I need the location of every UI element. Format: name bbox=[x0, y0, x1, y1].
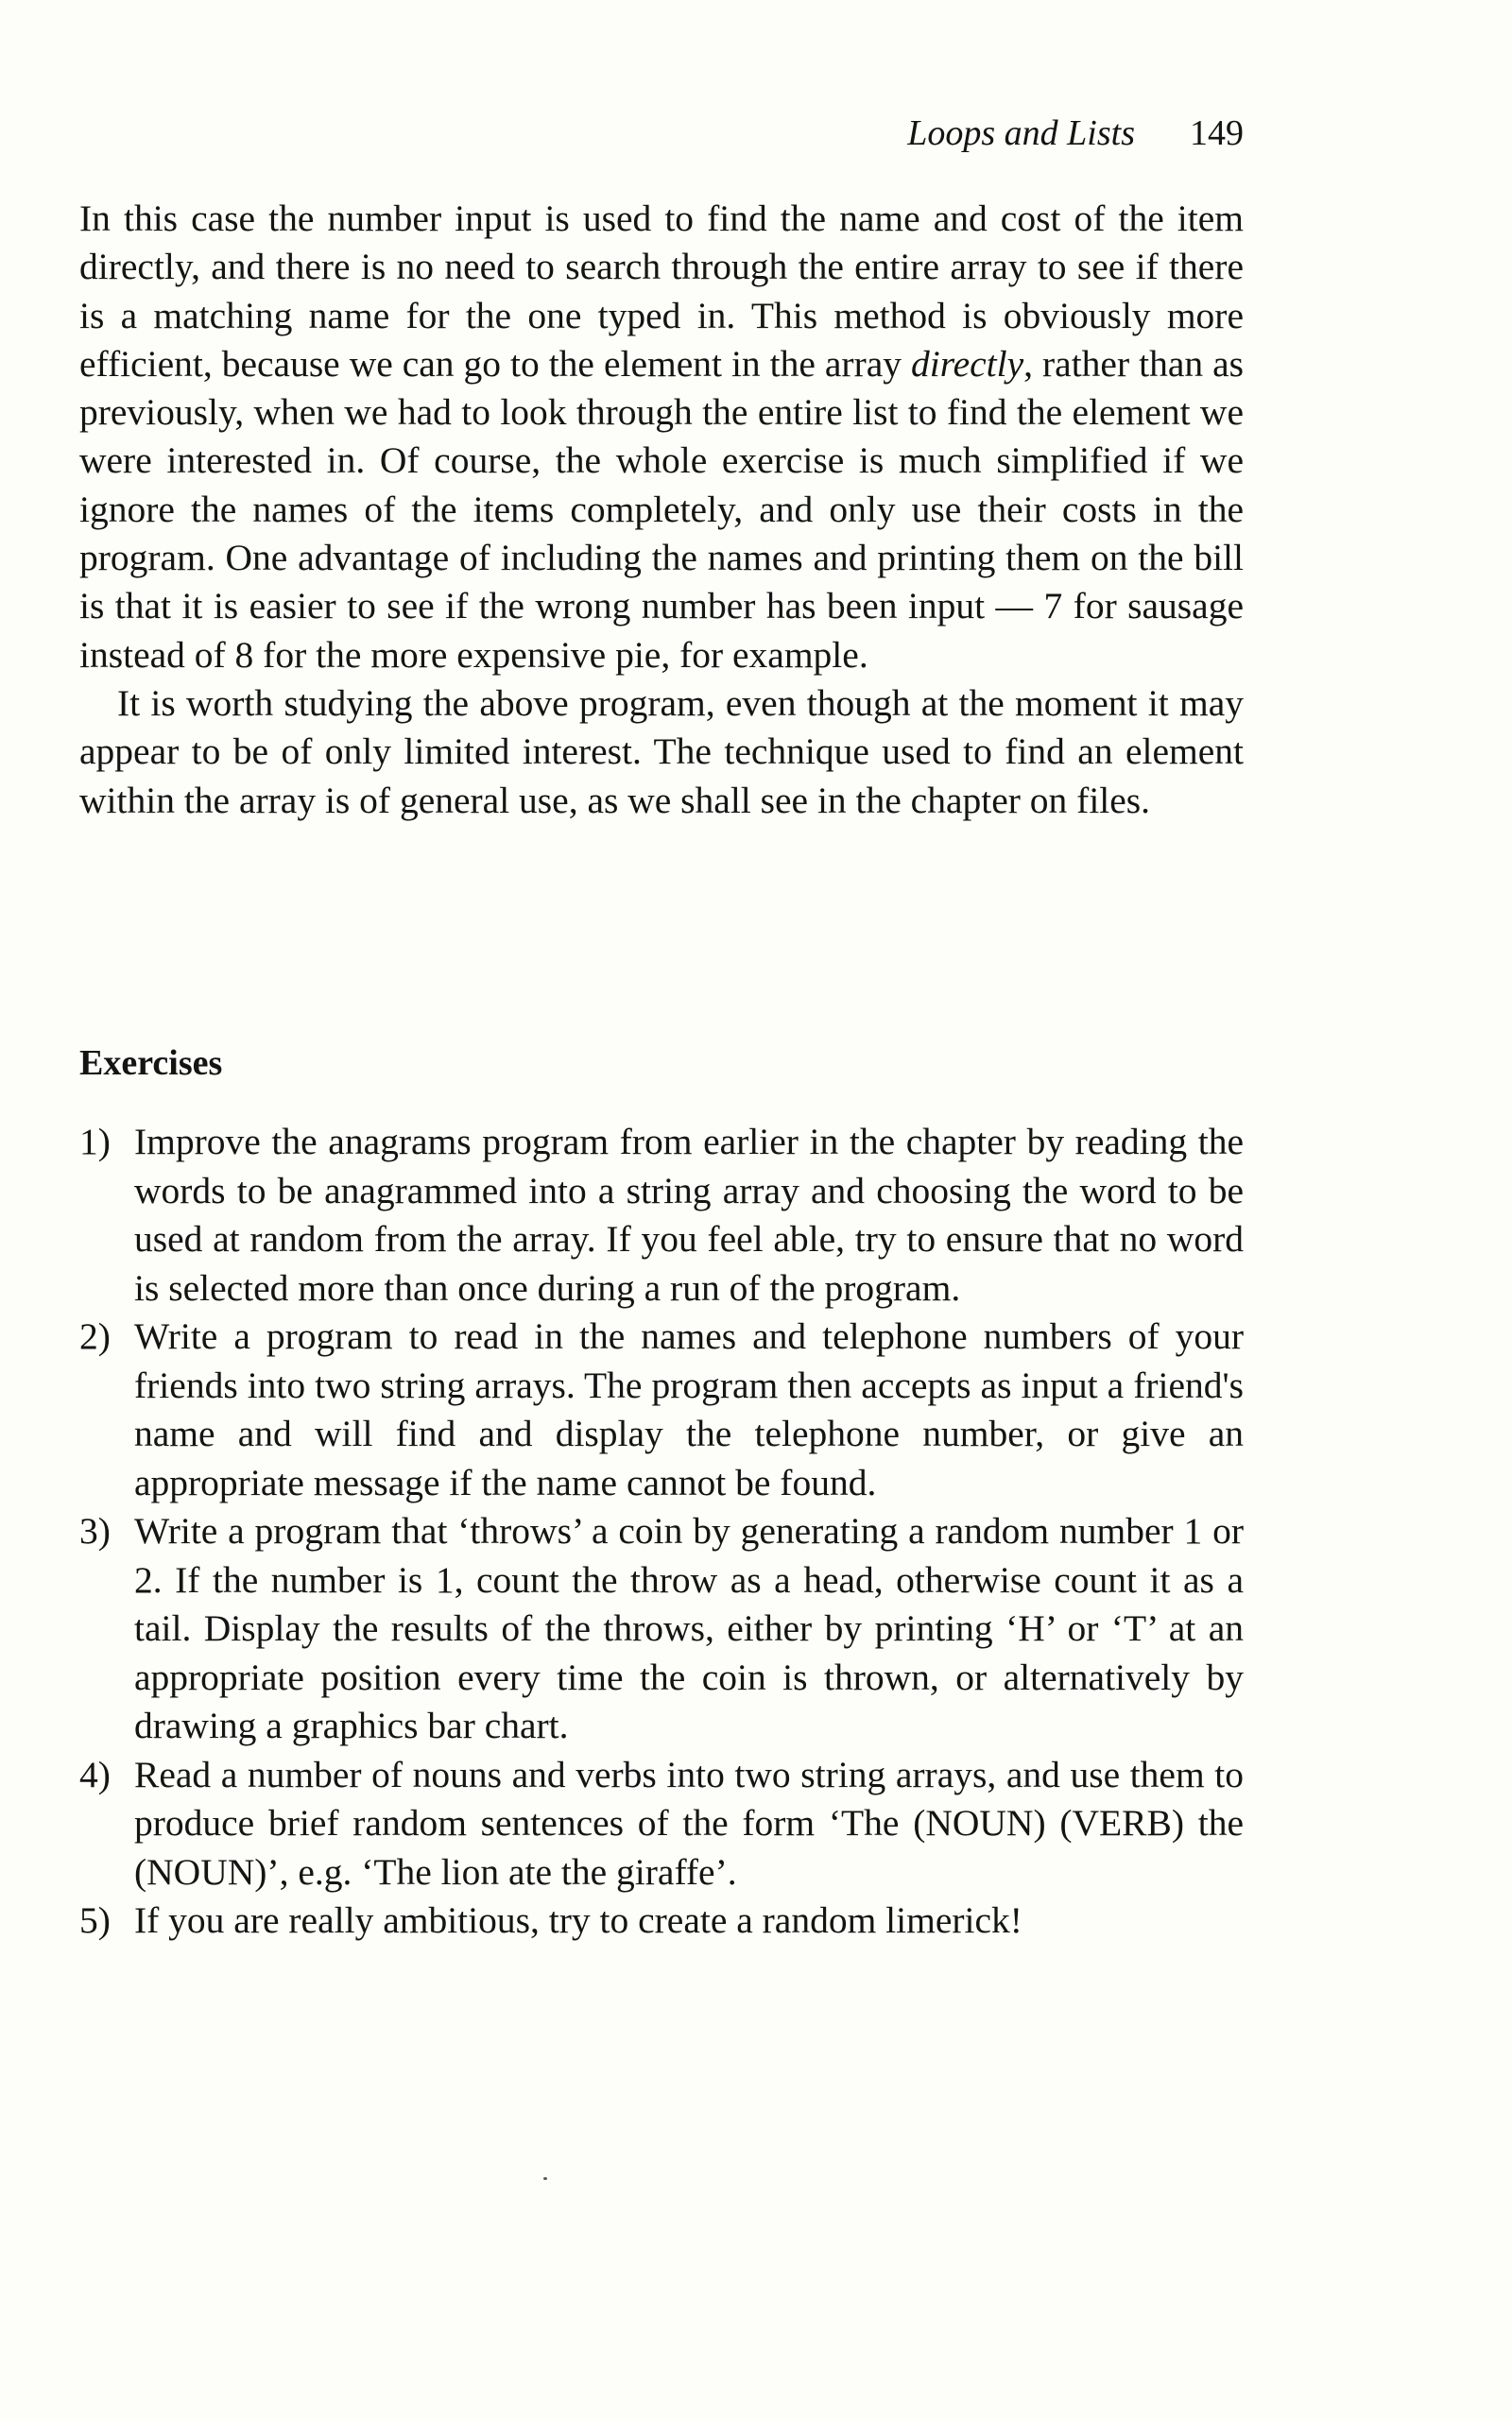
exercise-item bbox=[79, 1118, 1244, 1313]
emphasis-directly: directly bbox=[910, 342, 1024, 385]
exercise-list bbox=[79, 1118, 1244, 1946]
running-title: Loops and Lists bbox=[907, 113, 1135, 153]
paragraph-1-part-a: In this case the number input is used to find the name and cost of the item directly, and there is no need to search through the entire array to see if there is a matching name for the one typed in. This method is obviously more efficient, because we can go to the element in the array bbox=[79, 197, 1244, 385]
exercise-item bbox=[79, 1897, 1244, 1946]
paragraph-1 bbox=[79, 195, 1244, 679]
exercise-number: 1) bbox=[79, 1121, 111, 1162]
exercise-item bbox=[79, 1751, 1244, 1897]
exercise-number: 2) bbox=[79, 1315, 111, 1357]
exercise-text: Write a program that ‘throws’ a coin by generating a random number 1 or 2. If the number is 1, count the throw as a head, otherwise count it as a tail. Display the results of the throws, either by printing ‘H’ or ‘T’ at an appropriate position every time the coin is thrown, or alternatively by drawing a graphics bar chart. bbox=[134, 1510, 1244, 1746]
running-head bbox=[907, 115, 1244, 151]
exercise-text: Improve the anagrams program from earlier in the chapter by reading the words to be anagrammed into a string array and choosing the word to be used at random from the array. If you feel able, try to ensure that no word is selected more than once during a run of the program. bbox=[134, 1121, 1244, 1309]
exercise-text: Write a program to read in the names and telephone numbers of your friends into two string arrays. The program then accepts as input a friend's name and will find and display the telephone number, or give an appropriate message if the name cannot be found. bbox=[134, 1315, 1244, 1503]
exercise-item bbox=[79, 1313, 1244, 1507]
exercise-text: If you are really ambitious, try to create a random limerick! bbox=[134, 1899, 1022, 1941]
page-number: 149 bbox=[1190, 113, 1244, 153]
book-page bbox=[79, 0, 1244, 2421]
exercise-number: 4) bbox=[79, 1753, 111, 1795]
print-speck bbox=[543, 2177, 547, 2180]
exercise-number: 5) bbox=[79, 1899, 111, 1941]
paragraph-1-part-b: , rather than as previously, when we had to look through the entire list to find the element we were interested in. Of course, the whole exercise is much simplified if we ignore the names of the items completely, and only use their costs in the program. One advantage of including the names and printing them on the bill is that it is easier to see if the wrong number has been input — 7 for sausage instead of 8 for the more expensive pie, for example. bbox=[79, 342, 1244, 676]
exercises-heading: Exercises bbox=[79, 1043, 223, 1083]
paragraph-2: It is worth studying the above program, even though at the moment it may appear to be of only limited interest. The technique used to find an element within the array is of general use, as we shall see in the chapter on files. bbox=[79, 681, 1244, 821]
exercise-item bbox=[79, 1507, 1244, 1751]
exercise-text: Read a number of nouns and verbs into two string arrays, and use them to produce brief random sentences of the form ‘The (NOUN) (VERB) the (NOUN)’, e.g. ‘The lion ate the giraffe’. bbox=[134, 1753, 1244, 1893]
body-text bbox=[79, 195, 1244, 825]
exercise-number: 3) bbox=[79, 1510, 111, 1552]
